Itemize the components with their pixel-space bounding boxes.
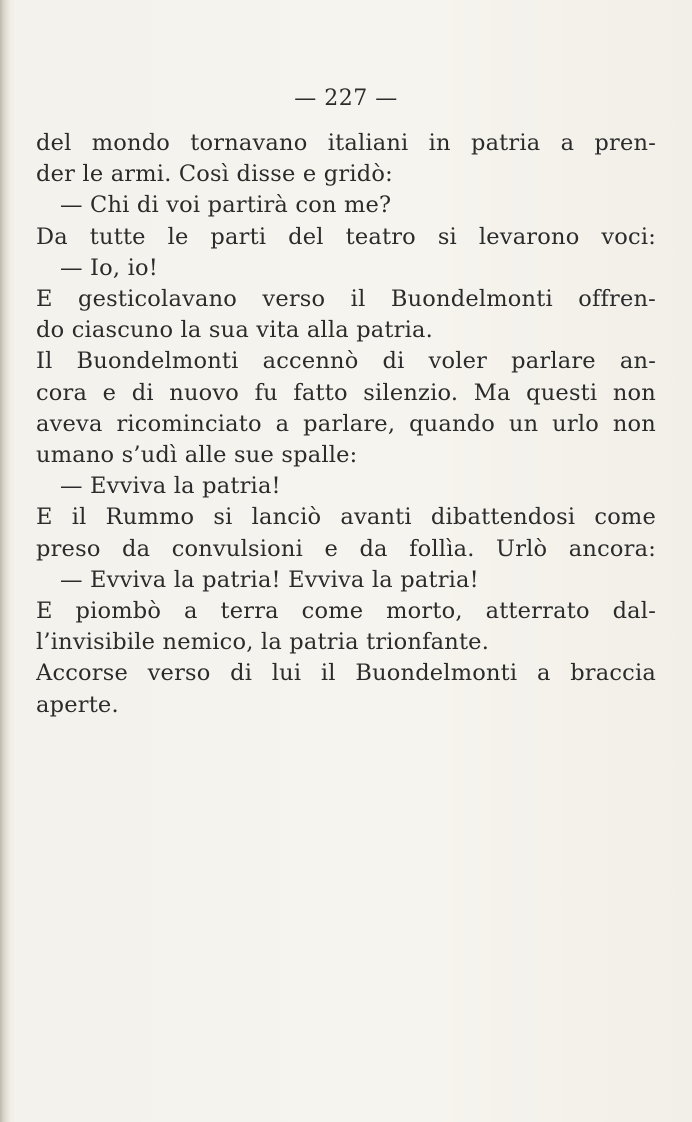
text-line: del mondo tornavano italiani in patria a pren- — [36, 130, 656, 156]
text-line: — Evviva la patria! Evviva la patria! — [60, 566, 479, 593]
text-line: — Evviva la patria! — [60, 473, 281, 500]
text-line: do ciascuno la sua vita alla patria. — [36, 317, 433, 344]
text-line: E gesticolavano verso il Buondelmonti offren- — [36, 286, 656, 313]
text-line: — Chi di voi partirà con me? — [60, 192, 392, 219]
text-line: aveva ricominciato a parlare, quando un urlo non — [36, 410, 656, 437]
text-line: preso da convulsioni e da follìa. Urlò ancora: — [36, 535, 656, 562]
text-line: aperte. — [36, 691, 119, 718]
text-line: E piombò a terra come morto, atterrato dal- — [36, 598, 656, 625]
page-number: — 227 — — [294, 86, 398, 111]
text-line: E il Rummo si lanciò avanti dibattendosi come — [36, 504, 656, 531]
text-line: der le armi. Così disse e gridò: — [36, 161, 393, 188]
page-text-block — [36, 128, 656, 721]
text-line: l’invisibile nemico, la patria trionfante. — [36, 629, 490, 656]
text-line: Il Buondelmonti accennò di voler parlare an- — [36, 348, 656, 375]
text-line: cora e di nuovo fu fatto silenzio. Ma questi non — [36, 379, 656, 406]
text-line: Da tutte le parti del teatro si levarono voci: — [36, 223, 656, 250]
text-line: Accorse verso di lui il Buondelmonti a braccia — [36, 660, 656, 687]
text-line: — Io, io! — [60, 254, 158, 281]
page-gutter-shadow — [0, 0, 10, 1122]
text-line: umano s’udì alle sue spalle: — [36, 442, 358, 469]
